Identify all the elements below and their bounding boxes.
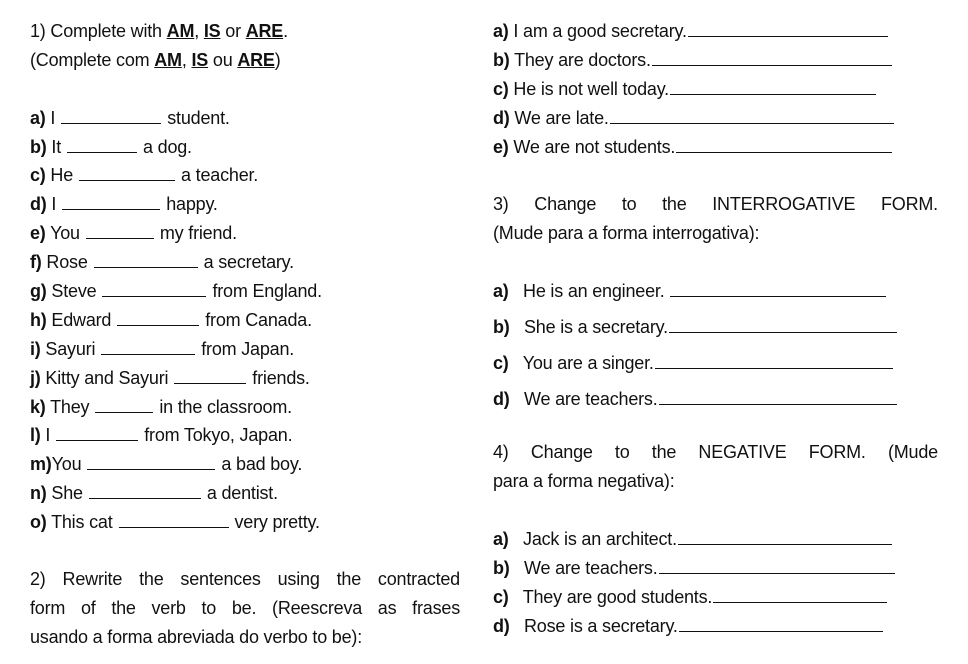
section4-instruction-line1: 4) Change to the NEGATIVE FORM. (Mude: [493, 442, 938, 462]
title-prefix: 1) Complete with: [30, 21, 167, 41]
item-after: a dentist.: [206, 483, 278, 503]
exercise-item: [493, 615, 883, 637]
exercise-item: [30, 511, 320, 533]
item-after: my friend.: [159, 223, 237, 243]
item-after: from England.: [212, 281, 322, 301]
answer-blank[interactable]: [79, 166, 175, 181]
exercise-item: [493, 78, 876, 100]
answer-blank[interactable]: [117, 311, 199, 326]
item-text: We are late.: [514, 108, 609, 128]
item-label: h): [30, 310, 47, 330]
item-label: b): [493, 558, 510, 578]
exercise-item: [30, 309, 312, 331]
section2-instruction-line1: 2) Rewrite the sentences using the contracted: [30, 569, 460, 589]
item-after: very pretty.: [234, 512, 320, 532]
keyword-is: IS: [203, 21, 221, 41]
item-label: a): [493, 281, 509, 301]
section3-instruction-line2: (Mude para a forma interrogativa):: [493, 223, 760, 243]
item-after: a bad boy.: [221, 454, 303, 474]
item-before: Sayuri: [45, 339, 96, 359]
item-after: happy.: [166, 194, 218, 214]
exercise-item: [30, 338, 294, 360]
answer-blank[interactable]: [86, 224, 154, 239]
item-label: k): [30, 397, 46, 417]
item-label: m): [30, 454, 52, 474]
section1-title: [30, 20, 288, 42]
or-word: or: [220, 21, 246, 41]
answer-line[interactable]: [678, 530, 892, 545]
exercise-item: [30, 453, 302, 475]
exercise-item: [493, 316, 897, 338]
item-label: f): [30, 252, 42, 272]
item-text: We are teachers.: [524, 558, 658, 578]
item-before: I: [45, 425, 51, 445]
exercise-item: [30, 424, 292, 446]
answer-line[interactable]: [676, 138, 892, 153]
answer-line[interactable]: [688, 22, 888, 37]
item-label: n): [30, 483, 47, 503]
item-after: student.: [167, 108, 230, 128]
item-after: from Canada.: [205, 310, 312, 330]
answer-blank[interactable]: [119, 513, 229, 528]
item-label: d): [30, 194, 47, 214]
answer-blank[interactable]: [94, 253, 198, 268]
section2-instruction-line2: form of the verb to be. (Reescreva as frases: [30, 598, 460, 618]
answer-blank[interactable]: [102, 282, 206, 297]
item-label: e): [30, 223, 46, 243]
item-text: She is a secretary.: [524, 317, 668, 337]
close-paren: ): [274, 50, 281, 70]
item-text: Rose is a secretary.: [524, 616, 678, 636]
item-label: d): [493, 108, 510, 128]
answer-line[interactable]: [670, 80, 876, 95]
item-label: e): [493, 137, 509, 157]
comma: ,: [181, 50, 187, 70]
item-label: c): [493, 79, 509, 99]
answer-blank[interactable]: [87, 455, 215, 470]
item-text: He is an engineer.: [523, 281, 665, 301]
section2-instruction-line3: usando a forma abreviada do verbo to be):: [30, 627, 363, 647]
item-label: c): [493, 587, 509, 607]
exercise-item: [30, 222, 237, 244]
item-text: I am a good secretary.: [513, 21, 687, 41]
exercise-item: [30, 396, 292, 418]
subtitle-prefix: (Complete com: [30, 50, 155, 70]
answer-line[interactable]: [669, 318, 897, 333]
answer-line[interactable]: [670, 282, 886, 297]
answer-line[interactable]: [610, 109, 894, 124]
exercise-item: [493, 136, 892, 158]
exercise-item: [30, 193, 218, 215]
item-before: You: [50, 223, 80, 243]
exercise-item: [493, 557, 895, 579]
item-before: Kitty and Sayuri: [45, 368, 169, 388]
answer-blank[interactable]: [61, 109, 161, 124]
exercise-item: [30, 107, 230, 129]
keyword-am: AM: [166, 21, 195, 41]
item-label: a): [30, 108, 46, 128]
item-before: You: [51, 454, 82, 474]
item-before: It: [51, 137, 62, 157]
exercise-item: [493, 528, 892, 550]
answer-line[interactable]: [713, 588, 887, 603]
exercise-item: [30, 482, 278, 504]
item-text: We are not students.: [513, 137, 676, 157]
answer-blank[interactable]: [101, 340, 195, 355]
exercise-item: [493, 107, 894, 129]
exercise-item: [493, 586, 887, 608]
keyword-are: ARE: [237, 50, 275, 70]
item-before: I: [51, 194, 57, 214]
answer-blank[interactable]: [95, 398, 153, 413]
exercise-item: [30, 367, 310, 389]
item-text: They are doctors.: [514, 50, 651, 70]
item-label: b): [30, 137, 47, 157]
answer-blank[interactable]: [56, 426, 138, 441]
answer-blank[interactable]: [89, 484, 201, 499]
item-label: b): [493, 50, 510, 70]
exercise-item: [30, 280, 322, 302]
item-after: friends.: [252, 368, 310, 388]
answer-line[interactable]: [652, 51, 892, 66]
item-label: d): [493, 389, 510, 409]
exercise-item: [30, 164, 258, 186]
item-label: c): [30, 165, 46, 185]
item-text: He is not well today.: [513, 79, 669, 99]
section1-subtitle: [30, 49, 281, 71]
item-label: d): [493, 616, 510, 636]
item-label: a): [493, 529, 509, 549]
item-after: a secretary.: [203, 252, 294, 272]
keyword-am: AM: [154, 50, 182, 70]
item-before: This cat: [51, 512, 113, 532]
answer-blank[interactable]: [62, 195, 160, 210]
exercise-item: [30, 251, 294, 273]
item-after: in the classroom.: [159, 397, 292, 417]
answer-line[interactable]: [655, 354, 893, 369]
item-before: They: [50, 397, 90, 417]
ou-word: ou: [208, 50, 238, 70]
item-after: from Tokyo, Japan.: [144, 425, 293, 445]
section3-instruction-line1: 3) Change to the INTERROGATIVE FORM.: [493, 194, 938, 214]
item-before: Edward: [51, 310, 112, 330]
item-before: She: [51, 483, 83, 503]
item-before: Steve: [51, 281, 97, 301]
exercise-item: [493, 20, 888, 42]
keyword-is: IS: [191, 50, 209, 70]
item-text: We are teachers.: [524, 389, 658, 409]
answer-blank[interactable]: [174, 369, 246, 384]
answer-line[interactable]: [659, 390, 897, 405]
item-label: l): [30, 425, 41, 445]
item-before: He: [50, 165, 74, 185]
item-label: b): [493, 317, 510, 337]
item-label: c): [493, 353, 509, 373]
item-label: a): [493, 21, 509, 41]
item-after: a dog.: [143, 137, 192, 157]
exercise-item: [493, 280, 886, 302]
exercise-item: [493, 49, 892, 71]
answer-blank[interactable]: [67, 138, 137, 153]
item-label: o): [30, 512, 47, 532]
item-label: g): [30, 281, 47, 301]
item-before: Rose: [46, 252, 88, 272]
item-after: a teacher.: [181, 165, 259, 185]
period: .: [283, 21, 288, 41]
section4-instruction-line2: para a forma negativa):: [493, 471, 675, 491]
item-text: You are a singer.: [522, 353, 654, 373]
answer-line[interactable]: [659, 559, 895, 574]
keyword-are: ARE: [245, 21, 284, 41]
item-text: Jack is an architect.: [523, 529, 677, 549]
item-label: i): [30, 339, 41, 359]
exercise-item: [493, 388, 897, 410]
exercise-item: [30, 136, 192, 158]
exercise-item: [493, 352, 893, 374]
item-text: They are good students.: [522, 587, 713, 607]
item-label: j): [30, 368, 41, 388]
comma: ,: [194, 21, 200, 41]
answer-line[interactable]: [679, 617, 883, 632]
item-after: from Japan.: [201, 339, 295, 359]
item-before: I: [50, 108, 56, 128]
